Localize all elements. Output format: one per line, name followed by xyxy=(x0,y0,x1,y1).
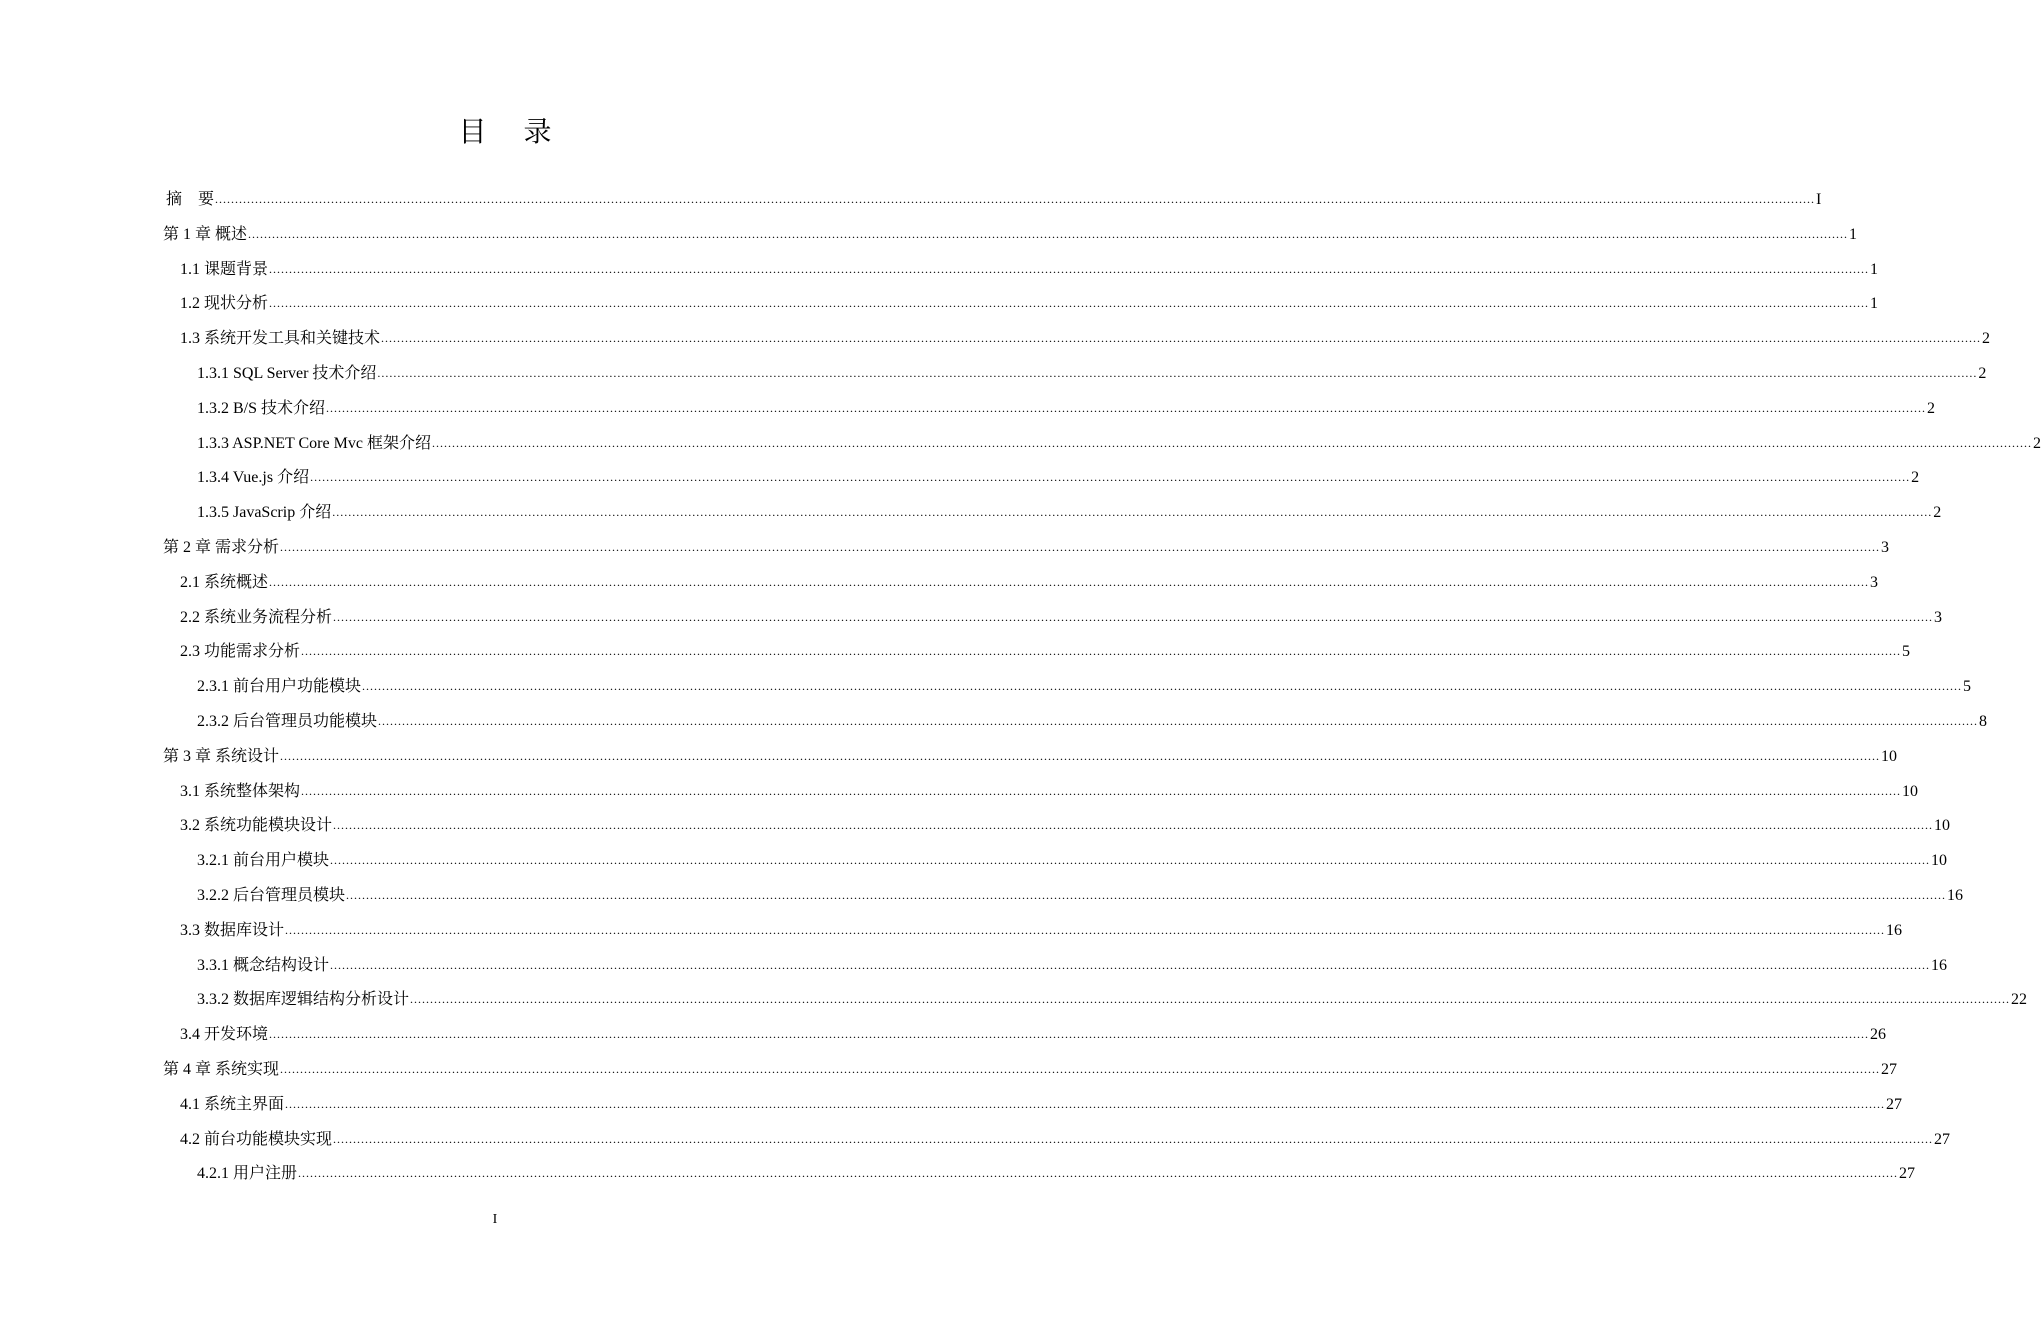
toc-entry-page: 22 xyxy=(2011,991,2028,1009)
toc-entry-page: 5 xyxy=(1902,643,1911,661)
toc-entry[interactable] xyxy=(197,983,2028,1017)
toc-entry-label: 3.2.1 前台用户模块 xyxy=(197,852,330,870)
toc-dot-leader: ................................................................................................................................................................................................................................................................................................................................................................................................................ xyxy=(269,574,1870,589)
toc-dot-leader: ................................................................................................................................................................................................................................................................................................................................................................................................................ xyxy=(280,1062,1881,1076)
toc-entry-label: 4.2.1 用户注册 xyxy=(197,1165,298,1183)
toc-entry-label: 2.1 系统概述 xyxy=(180,573,269,591)
toc-dot-leader: ................................................................................................................................................................................................................................................................................................................................................................................................................ xyxy=(301,783,1902,798)
toc-entry-label: 1.3 系统开发工具和关键技术 xyxy=(180,330,381,348)
toc-dot-leader: ................................................................................................................................................................................................................................................................................................................................................................................................................ xyxy=(298,1166,1899,1181)
toc-entry[interactable] xyxy=(163,740,1898,774)
footer-page-number: I xyxy=(492,1212,498,1227)
toc-entry-page: 16 xyxy=(1886,921,1903,939)
toc-entry[interactable] xyxy=(197,844,1948,878)
toc-entry-page: 8 xyxy=(1979,713,1988,730)
toc-dot-leader: ................................................................................................................................................................................................................................................................................................................................................................................................................ xyxy=(381,331,1982,346)
toc-entry-page: 1 xyxy=(1849,225,1858,243)
toc-entry-page: 5 xyxy=(1963,678,1972,696)
toc-dot-leader: ................................................................................................................................................................................................................................................................................................................................................................................................................ xyxy=(215,192,1816,206)
toc-entry[interactable] xyxy=(197,879,1964,913)
toc-dot-leader: ................................................................................................................................................................................................................................................................................................................................................................................................................ xyxy=(377,366,1978,380)
toc-entry[interactable] xyxy=(180,601,1943,635)
toc-entry-label: 3.1 系统整体架构 xyxy=(180,782,301,800)
toc-entry-page: 1 xyxy=(1870,260,1879,278)
toc-entry-label: 2.3.1 前台用户功能模块 xyxy=(197,678,362,696)
toc-entry[interactable] xyxy=(197,392,1936,426)
toc-entry-label: 1.2 现状分析 xyxy=(180,295,269,313)
toc-dot-leader: ................................................................................................................................................................................................................................................................................................................................................................................................................ xyxy=(280,540,1881,554)
toc-entry-page: 10 xyxy=(1902,782,1919,800)
toc-entry-page: 3 xyxy=(1881,539,1890,556)
toc-entry-label: 摘 要 xyxy=(166,191,215,208)
toc-entry[interactable] xyxy=(163,531,1890,565)
toc-entry[interactable] xyxy=(180,1018,1887,1052)
toc-dot-leader: ................................................................................................................................................................................................................................................................................................................................................................................................................ xyxy=(333,1131,1934,1146)
toc-entry-label: 3.3 数据库设计 xyxy=(180,921,285,939)
toc-dot-leader: ................................................................................................................................................................................................................................................................................................................................................................................................................ xyxy=(333,818,1934,833)
toc-entry-label: 2.2 系统业务流程分析 xyxy=(180,608,333,626)
toc-entry-page: 10 xyxy=(1931,852,1948,870)
toc-entry[interactable] xyxy=(197,670,1972,704)
toc-entry-page: 27 xyxy=(1886,1095,1903,1113)
toc-dot-leader: ................................................................................................................................................................................................................................................................................................................................................................................................................ xyxy=(285,922,1886,937)
toc-entry[interactable] xyxy=(180,253,1879,287)
toc-entry-page: 26 xyxy=(1870,1026,1887,1044)
toc-entry-label: 1.3.1 SQL Server 技术介绍 xyxy=(197,365,377,382)
toc-dot-leader: ................................................................................................................................................................................................................................................................................................................................................................................................................ xyxy=(410,992,2011,1007)
toc-entry-label: 第 4 章 系统实现 xyxy=(163,1061,280,1078)
toc-entry[interactable] xyxy=(180,322,1991,356)
toc-entry-label: 1.3.3 ASP.NET Core Mvc 框架介绍 xyxy=(197,434,431,452)
toc-entry-page: 2 xyxy=(1982,330,1991,348)
toc-entry-label: 4.2 前台功能模块实现 xyxy=(180,1130,333,1148)
toc-entry-label: 3.3.1 概念结构设计 xyxy=(197,956,330,974)
toc-dot-leader: ................................................................................................................................................................................................................................................................................................................................................................................................................ xyxy=(333,609,1934,624)
toc-dot-leader: ................................................................................................................................................................................................................................................................................................................................................................................................................ xyxy=(326,400,1927,415)
page-title: 目 录 xyxy=(458,115,566,148)
toc-entry[interactable] xyxy=(197,705,1988,739)
toc-entry-page: 3 xyxy=(1934,608,1943,626)
toc-entry[interactable] xyxy=(180,775,1919,809)
toc-dot-leader: ................................................................................................................................................................................................................................................................................................................................................................................................................ xyxy=(269,1027,1870,1042)
toc-entry-label: 3.2 系统功能模块设计 xyxy=(180,817,333,835)
toc-dot-leader: ................................................................................................................................................................................................................................................................................................................................................................................................................ xyxy=(330,853,1931,868)
toc-entry-label: 1.3.2 B/S 技术介绍 xyxy=(197,399,326,417)
toc-entry-page: 16 xyxy=(1931,956,1948,974)
toc-entry-label: 4.1 系统主界面 xyxy=(180,1095,285,1113)
toc-entry[interactable] xyxy=(180,1123,1951,1157)
toc-entry[interactable] xyxy=(197,461,1920,495)
toc-entry-label: 3.2.2 后台管理员模块 xyxy=(197,887,346,904)
toc-entry-label: 第 1 章 概述 xyxy=(163,225,248,243)
toc-entry-label: 2.3 功能需求分析 xyxy=(180,643,301,661)
toc-dot-leader: ................................................................................................................................................................................................................................................................................................................................................................................................................ xyxy=(330,957,1931,972)
toc-dot-leader: ................................................................................................................................................................................................................................................................................................................................................................................................................ xyxy=(280,748,1881,763)
toc-dot-leader: ................................................................................................................................................................................................................................................................................................................................................................................................................ xyxy=(269,296,1870,311)
toc-entry[interactable] xyxy=(197,357,1987,391)
toc-entry[interactable] xyxy=(197,949,1948,983)
toc-dot-leader: ................................................................................................................................................................................................................................................................................................................................................................................................................ xyxy=(332,505,1933,520)
toc-entry[interactable] xyxy=(197,427,2041,461)
toc-entry-page: 27 xyxy=(1934,1130,1951,1148)
toc-dot-leader: ................................................................................................................................................................................................................................................................................................................................................................................................................ xyxy=(378,714,1979,728)
toc-entry-page: 3 xyxy=(1870,573,1879,591)
toc-entry[interactable] xyxy=(180,914,1903,948)
toc-dot-leader: ................................................................................................................................................................................................................................................................................................................................................................................................................ xyxy=(301,644,1902,659)
toc-entry-label: 第 3 章 系统设计 xyxy=(163,747,280,765)
toc-entry[interactable] xyxy=(163,1053,1898,1087)
toc-entry[interactable] xyxy=(163,218,1858,252)
toc-entry-page: I xyxy=(1816,191,1822,208)
toc-entry[interactable] xyxy=(197,1157,1916,1191)
toc-entry[interactable] xyxy=(180,1088,1903,1122)
toc-entry[interactable] xyxy=(180,287,1879,321)
toc-entry-page: 1 xyxy=(1870,295,1879,313)
toc-entry-label: 1.1 课题背景 xyxy=(180,260,269,278)
toc-entry-label: 3.4 开发环境 xyxy=(180,1026,269,1044)
toc-entry[interactable] xyxy=(197,496,1942,530)
toc-entry-label: 2.3.2 后台管理员功能模块 xyxy=(197,713,378,730)
toc-entry-page: 16 xyxy=(1947,887,1964,904)
toc-entry-page: 2 xyxy=(1978,365,1987,382)
toc-entry[interactable] xyxy=(180,566,1879,600)
toc-entry-page: 27 xyxy=(1881,1061,1898,1078)
toc-dot-leader: ................................................................................................................................................................................................................................................................................................................................................................................................................ xyxy=(431,435,2032,450)
toc-entry-page: 27 xyxy=(1899,1165,1916,1183)
toc-entry-page: 10 xyxy=(1881,747,1898,765)
toc-dot-leader: ................................................................................................................................................................................................................................................................................................................................................................................................................ xyxy=(269,261,1870,276)
toc-entry-label: 1.3.5 JavaScrip 介绍 xyxy=(197,504,332,522)
toc-dot-leader: ................................................................................................................................................................................................................................................................................................................................................................................................................ xyxy=(362,679,1963,694)
toc-dot-leader: ................................................................................................................................................................................................................................................................................................................................................................................................................ xyxy=(310,470,1911,485)
toc-dot-leader: ................................................................................................................................................................................................................................................................................................................................................................................................................ xyxy=(248,226,1849,241)
toc-entry-label: 3.3.2 数据库逻辑结构分析设计 xyxy=(197,991,410,1009)
toc-entry[interactable] xyxy=(180,635,1911,669)
toc-entry-page: 10 xyxy=(1934,817,1951,835)
toc-dot-leader: ................................................................................................................................................................................................................................................................................................................................................................................................................ xyxy=(285,1096,1886,1111)
toc-entry[interactable] xyxy=(163,183,1822,217)
toc-entry-page: 2 xyxy=(1911,469,1920,487)
toc-entry-label: 1.3.4 Vue.js 介绍 xyxy=(197,469,310,487)
toc-entry-page: 2 xyxy=(1933,504,1942,522)
toc-entry-page: 2 xyxy=(1927,399,1936,417)
toc-entry-label: 第 2 章 需求分析 xyxy=(163,539,280,556)
toc-dot-leader: ................................................................................................................................................................................................................................................................................................................................................................................................................ xyxy=(346,888,1947,902)
toc-entry[interactable] xyxy=(180,809,1951,843)
toc-entry-page: 2 xyxy=(2032,434,2041,452)
